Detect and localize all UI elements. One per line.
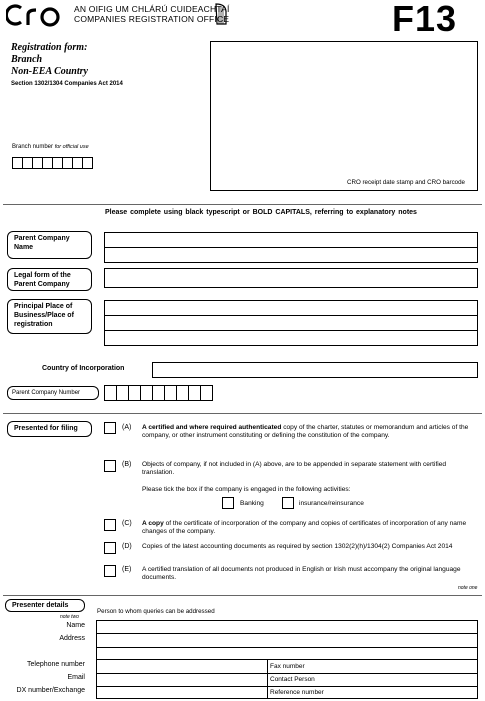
- option-d-text: Copies of the latest accounting documents as required by section 1302(2)(h)/1304(2) Companies Act 2014: [142, 543, 453, 550]
- fax-label: Fax number: [270, 663, 305, 670]
- option-c-rest: of the certificate of incorporation of the company and copies of certificates of incorporation of any name changes of the company.: [142, 520, 467, 535]
- cro-logo: [6, 3, 68, 27]
- presenter-label: Presenter details: [5, 599, 85, 612]
- option-a-text: [142, 424, 472, 440]
- checkbox-d[interactable]: [104, 542, 116, 554]
- branch-number-boxes[interactable]: [12, 157, 92, 169]
- dx-label: DX number/Exchange: [16, 687, 85, 694]
- option-a-rest: copy of the charter, statutes or memorandum and articles of the company, or other instrument constituting or defining the constitution of the company.: [142, 424, 469, 439]
- address-label: Address: [59, 635, 85, 642]
- queries-label: Person to whom queries can be addressed: [97, 608, 215, 615]
- title-line-3: Non-EEA Country: [11, 66, 88, 77]
- option-b-text: Objects of company, if not included in (A) above, are to be appended in separate statement with certified translation.: [142, 461, 447, 476]
- receipt-label: CRO receipt date stamp and CRO barcode: [347, 179, 465, 186]
- harp-icon: [213, 2, 229, 26]
- contact-right-fields[interactable]: [267, 659, 478, 699]
- option-e-text: A certified translation of all documents not produced in English or Irish must accompany the original language documents.: [142, 566, 461, 581]
- option-b-letter: (B): [122, 461, 132, 468]
- telephone-label: Telephone number: [27, 661, 85, 668]
- option-a-letter: (A): [122, 424, 132, 431]
- org-name: [74, 4, 230, 24]
- branch-label-text: Branch number: [12, 144, 54, 150]
- presented-label: Presented for filing: [7, 421, 92, 437]
- title-section: Section 1302/1304 Companies Act 2014: [11, 81, 123, 87]
- note-two: note two: [60, 614, 79, 620]
- branch-number-label: [12, 144, 89, 150]
- parent-number-label: Parent Company Number: [7, 386, 99, 400]
- checkbox-insurance[interactable]: [282, 497, 294, 509]
- form-title: [11, 42, 123, 90]
- legal-form-label: Legal form of the Parent Company: [7, 268, 92, 291]
- parent-name-field[interactable]: [104, 232, 478, 263]
- option-a-bold: A certified and where required authenticated: [142, 424, 282, 431]
- divider: [3, 204, 482, 205]
- name-field[interactable]: [96, 620, 478, 634]
- contact-left-fields[interactable]: [96, 659, 268, 699]
- parent-number-boxes[interactable]: [104, 385, 212, 401]
- country-field[interactable]: [152, 362, 478, 378]
- email-label: Email: [67, 674, 85, 681]
- principal-place-field[interactable]: [104, 300, 478, 346]
- title-line-1: Registration form:: [11, 42, 88, 53]
- option-c-letter: (C): [122, 520, 132, 527]
- parent-name-label: Parent Company Name: [7, 231, 92, 259]
- branch-label-note: for official use: [54, 144, 89, 150]
- checkbox-c[interactable]: [104, 519, 116, 531]
- legal-form-field[interactable]: [104, 268, 478, 288]
- form-code: F13: [392, 0, 458, 39]
- org-name-irish: AN OIFIG UM CHLÁRÚ CUIDEACHTAÍ: [74, 4, 230, 14]
- address-field[interactable]: [96, 633, 478, 660]
- note-one: note one: [458, 585, 478, 591]
- checkbox-a[interactable]: [104, 422, 116, 434]
- insurance-label: insurance/reinsurance: [299, 500, 364, 507]
- checkbox-e[interactable]: [104, 565, 116, 577]
- instructions: Please complete using black typescript or BOLD CAPITALS, referring to explanatory notes: [105, 209, 417, 216]
- title-line-2: Branch: [11, 54, 43, 65]
- option-e-letter: (E): [122, 566, 132, 573]
- contact-person-label: Contact Person: [270, 676, 315, 683]
- option-d-letter: (D): [122, 543, 132, 550]
- option-c-text: [142, 520, 472, 536]
- receipt-stamp-box: [210, 41, 478, 191]
- banking-label: Banking: [240, 500, 264, 507]
- org-name-english: COMPANIES REGISTRATION OFFICE: [74, 14, 230, 24]
- reference-label: Reference number: [270, 689, 324, 696]
- name-label: Name: [66, 622, 85, 629]
- country-label: Country of Incorporation: [42, 365, 125, 372]
- option-c-bold: A copy: [142, 520, 164, 527]
- tick-prompt: Please tick the box if the company is engaged in the following activities:: [142, 486, 351, 493]
- divider: [3, 595, 482, 596]
- checkbox-b[interactable]: [104, 460, 116, 472]
- principal-place-label: Principal Place of Business/Place of registration: [7, 299, 92, 334]
- divider: [3, 413, 482, 414]
- checkbox-banking[interactable]: [222, 497, 234, 509]
